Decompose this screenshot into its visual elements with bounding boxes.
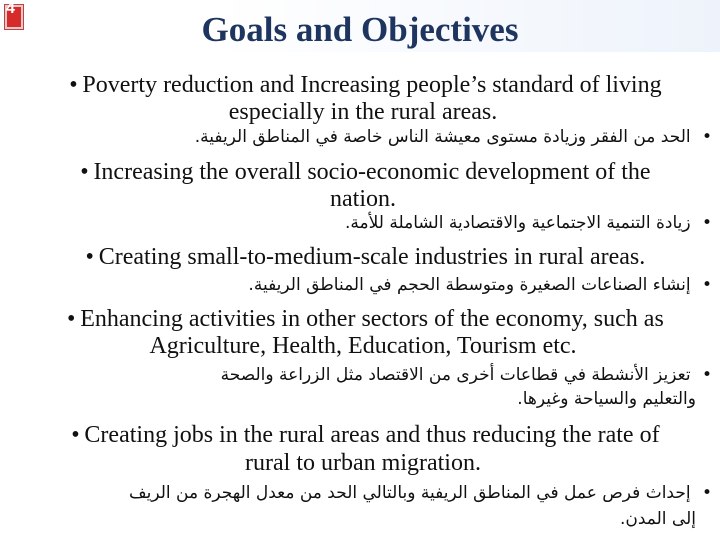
goal-ar-text: إنشاء الصناعات الصغيرة ومتوسطة الحجم في المناطق الريفية. [248,275,691,295]
goal-ar-text: إحداث فرص عمل في المناطق الريفية وبالتالي الحد من معدل الهجرة من الريف [129,483,691,503]
slide-number: 4 [6,0,15,17]
bullet-icon: • [85,244,94,270]
goal-en-continuation: Agriculture, Health, Education, Tourism etc. [149,333,577,359]
goal-en-continuation: nation. [330,186,396,212]
goal-ar-line [12,364,712,386]
goal-en-text: Increasing the overall socio-economic development of the [93,159,651,185]
bullet-icon: • [66,306,76,332]
goal-ar-text: الحد من الفقر وزيادة مستوى معيشة الناس خاصة في المناطق الريفية. [194,127,691,147]
goal-en-line [18,306,708,333]
bullet-icon: • [701,365,712,385]
goal-en-line [18,244,708,271]
bullet-icon: • [701,213,712,233]
goal-ar-line [12,212,712,234]
goal-en-line [18,422,708,449]
goal-en-text: Creating jobs in the rural areas and thus reducing the rate of [84,422,660,448]
bullet-icon: • [69,72,78,98]
goal-ar-line [12,126,712,148]
goal-ar-line [12,274,712,296]
goal-ar-line [12,482,712,504]
goal-ar-text: تعزيز الأنشطة في قطاعات أخرى من الاقتصاد مثل الزراعة والصحة [220,365,691,385]
slide-title: Goals and Objectives [201,10,519,49]
goal-en-line [18,72,708,99]
goal-en-text: Enhancing activities in other sectors of the economy, such as [80,306,664,332]
goal-en-line [18,159,708,186]
bullet-icon: • [701,483,712,503]
goal-ar-continuation: إلى المدن. [619,509,696,529]
bullet-icon: • [71,422,80,448]
goal-ar-continuation: والتعليم والسياحة وغيرها. [517,389,696,409]
bullet-icon: • [80,159,89,185]
goal-en-text: Poverty reduction and Increasing people’s standard of living [82,72,662,98]
goal-en-continuation: rural to urban migration. [245,450,481,476]
goal-en-continuation: especially in the rural areas. [228,99,498,125]
bullet-icon: • [701,275,712,295]
goal-ar-text: زيادة التنمية الاجتماعية والاقتصادية الشاملة للأمة. [345,213,691,233]
bullet-icon: • [701,127,712,147]
goal-en-text: Creating small-to-medium-scale industries in rural areas. [98,244,646,270]
